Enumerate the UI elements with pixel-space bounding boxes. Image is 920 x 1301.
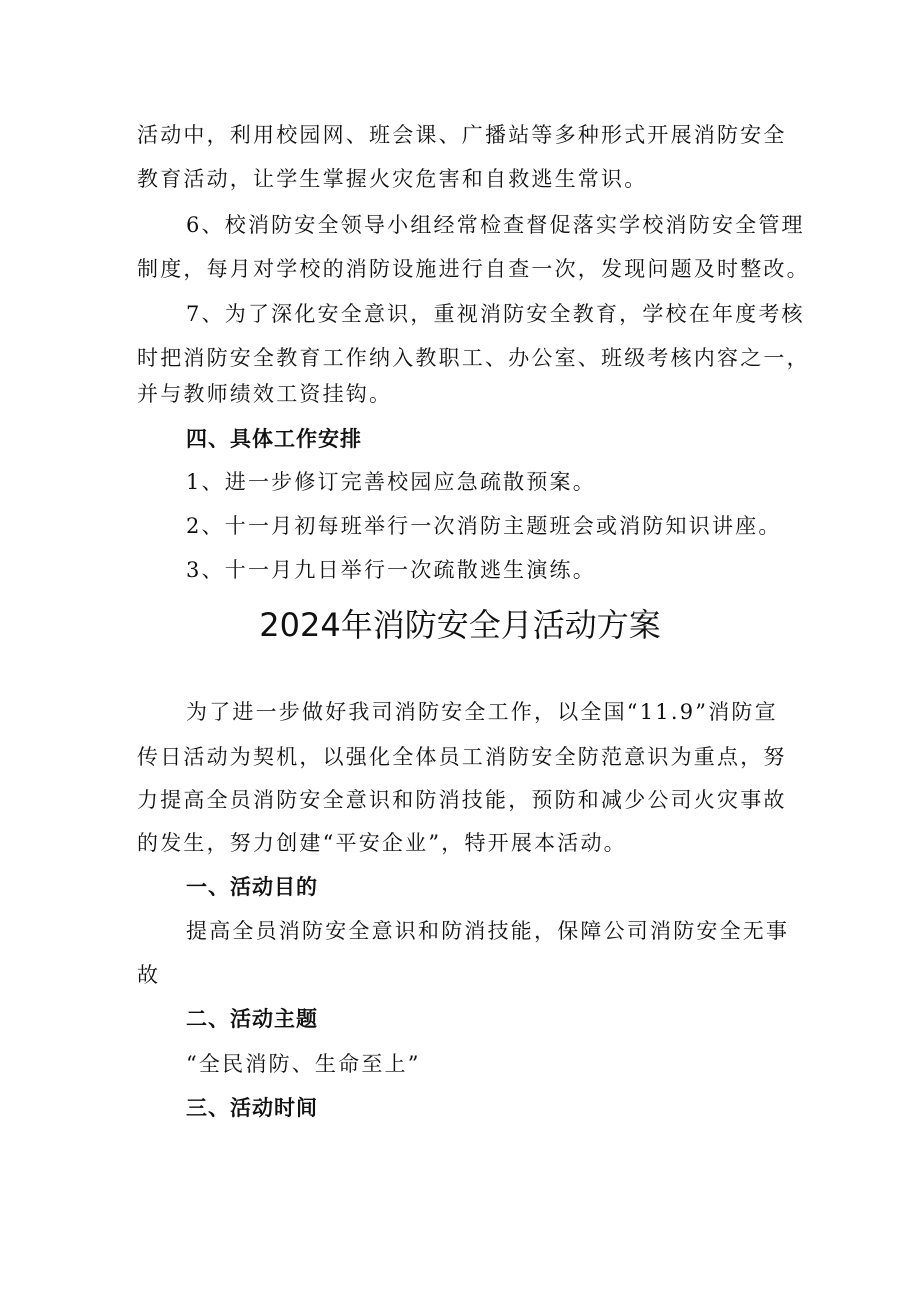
paragraph-line: 力提高全员消防安全意识和防消技能，预防和减少公司火灾事故 <box>137 788 787 812</box>
list-item: 1、进一步修订完善校园应急疏散预案。 <box>186 470 596 494</box>
paragraph-line: 6、校消防安全领导小组经常检查督促落实学校消防安全管理 <box>186 213 805 237</box>
paragraph-line: 7、为了深化安全意识，重视消防安全教育，学校在年度考核 <box>186 302 805 326</box>
section-heading: 一、活动目的 <box>186 875 318 899</box>
paragraph-line: 的发生，努力创建“平安企业”，特开展本活动。 <box>137 831 627 855</box>
section-heading: 四、具体工作安排 <box>186 427 362 451</box>
paragraph-line: 制度，每月对学校的消防设施进行自查一次，发现问题及时整改。 <box>137 257 810 281</box>
paragraph-line: 时把消防安全教育工作纳入教职工、办公室、班级考核内容之一， <box>137 346 810 370</box>
section-heading: 三、活动时间 <box>186 1096 318 1120</box>
list-item: 2、十一月初每班举行一次消防主题班会或消防知识讲座。 <box>186 514 782 538</box>
paragraph-line: 提高全员消防安全意识和防消技能，保障公司消防安全无事 <box>186 919 790 943</box>
paragraph-line: 故 <box>137 963 161 987</box>
paragraph-line: 并与教师绩效工资挂钩。 <box>137 382 393 406</box>
paragraph-line: 教育活动，让学生掌握火灾危害和自救逃生常识。 <box>137 167 648 191</box>
section-heading: 二、活动主题 <box>186 1007 318 1031</box>
paragraph-line: 活动中，利用校园网、班会课、广播站等多种形式开展消防安全 <box>137 123 787 147</box>
paragraph-line: 传日活动为契机，以强化全体员工消防安全防范意识为重点，努 <box>137 745 787 769</box>
list-item: 3、十一月九日举行一次疏散逃生演练。 <box>186 558 596 582</box>
document-title: 2024年消防安全月活动方案 <box>259 606 661 644</box>
theme-text: “全民消防、生命至上” <box>186 1052 421 1076</box>
paragraph-line: 为了进一步做好我司消防安全工作，以全国“11.9”消防宣 <box>186 700 778 724</box>
